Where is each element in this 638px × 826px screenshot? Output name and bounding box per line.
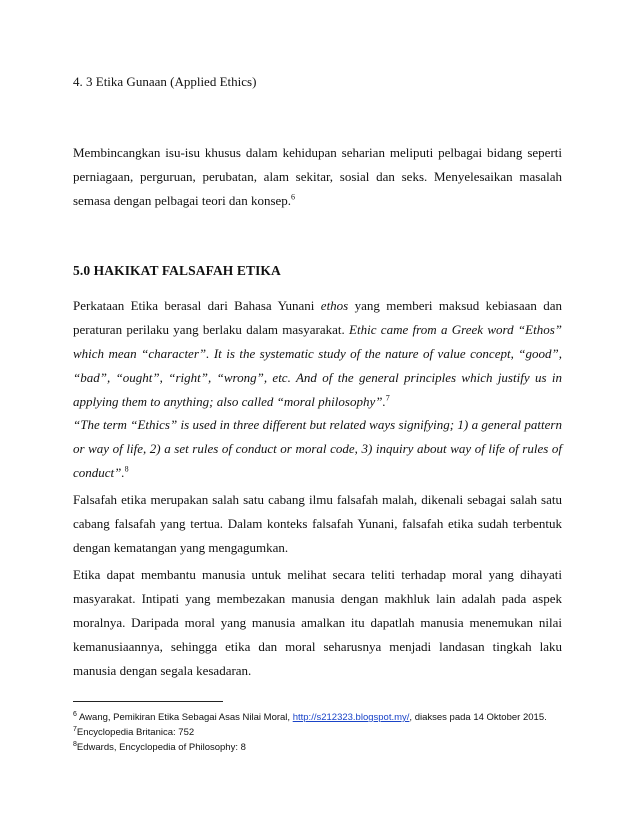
footnote-text: Encyclopedia Britanica: 752 <box>76 727 195 738</box>
footnote-ref[interactable]: 6 <box>291 192 296 202</box>
footnote-ref[interactable]: 7 <box>385 393 390 403</box>
paragraph-etymology <box>73 294 562 414</box>
footnote-text: Edwards, Encyclopedia of Philosophy: 8 <box>76 742 246 753</box>
paragraph-text: Membincangkan isu-isu khusus dalam kehidupan seharian meliputi pelbagai bidang seperti perniagaan, perguruan, perubatan, alam sekitar, sosial dan seks. Menyelesaikan masalah semasa dengan pelbagai teori dan konsep. <box>73 145 562 208</box>
paragraph-text: yang memberi maksud kebiasaan dan peraturan perilaku yang berlaku dalam masyarakat. <box>73 298 563 337</box>
heading-text: 4. 3 Etika Gunaan (Applied Ethics) <box>73 74 257 89</box>
paragraph-ethics-term <box>73 413 562 485</box>
footnote-8 <box>73 741 593 754</box>
section-heading-applied-ethics <box>73 74 562 90</box>
term-ethos: ethos <box>320 298 349 313</box>
footnote-number: 7 <box>73 725 77 733</box>
paragraph-moral <box>73 563 562 683</box>
footnote-text: , diakses pada 14 Oktober 2015. <box>409 712 547 723</box>
paragraph-text: Falsafah etika merupakan salah satu cabang ilmu falsafah malah, dikenali sebagai salah satu cabang falsafah yang tertua. Dalam konteks falsafah Yunani, falsafah etika sudah terbentuk dengan kematangan yang mengagumkan. <box>73 492 562 555</box>
heading-text: 5.0 HAKIKAT FALSAFAH ETIKA <box>73 263 281 278</box>
footnote-7 <box>73 726 593 739</box>
paragraph-falsafah <box>73 488 562 560</box>
footnote-separator <box>73 701 223 702</box>
footnote-number: 6 <box>73 710 77 718</box>
paragraph-text: Etika dapat membantu manusia untuk melihat secara teliti terhadap moral yang dihayati masyarakat. Intipati yang membezakan manusia dengan makhluk lain adalah pada aspek moralnya. Daripada moral yang manusia amalkan itu dapatlah manusia menemukan nilai kemanusiaannya, sehingga etika dan moral seharusnya menjadi landasan tingkah laku manusia dengan segala kesadaran. <box>73 567 562 678</box>
footnote-number: 8 <box>73 740 77 748</box>
section-heading-hakikat <box>73 263 562 279</box>
footnote-ref[interactable]: 8 <box>124 464 129 474</box>
footnote-text: Awang, Pemikiran Etika Sebagai Asas Nilai Moral, <box>76 712 293 723</box>
footnote-link[interactable]: http://s212323.blogspot.my/ <box>292 712 410 723</box>
paragraph-text: Perkataan Etika berasal dari Bahasa Yunani <box>73 298 321 313</box>
quote-text: Ethic came from a Greek word “Ethos” which mean “character”. It is the systematic study of the nature of value concept, “good”, “bad”, “ought”, “right”, “wrong”, etc. And of the general principles which justify us in applying them to anything; also called “moral philosophy”. <box>73 322 562 409</box>
paragraph-applied-ethics <box>73 141 562 213</box>
footnote-6 <box>73 711 593 724</box>
quote-text: “The term “Ethics” is used in three different but related ways signifying; 1) a general pattern or way of life, 2) a set rules of conduct or moral code, 3) inquiry about way of life of rules of conduct”. <box>73 417 562 480</box>
